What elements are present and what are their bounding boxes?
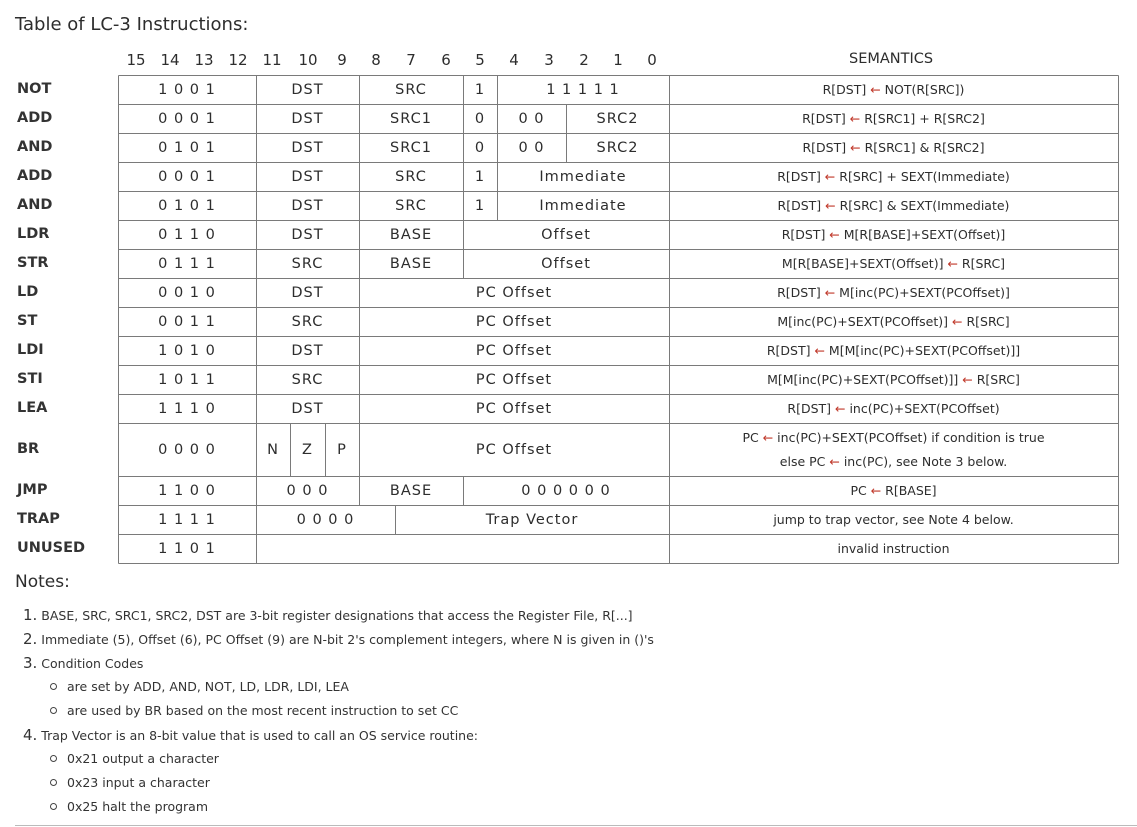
bit-number: 6 <box>441 51 451 69</box>
assign-arrow-icon: ← <box>829 226 840 242</box>
field-cell: SRC <box>395 81 427 98</box>
mnemonic-label: ADD <box>17 167 53 184</box>
field-cell: DST <box>291 139 324 156</box>
bullet-icon <box>50 683 57 690</box>
field-cell: 0 0 <box>518 139 545 156</box>
field-cell: P <box>337 441 347 458</box>
semantics-cell <box>669 505 1118 534</box>
semantics-text: M[R[BASE]+SEXT(Offset)] ← R[SRC] <box>781 255 1006 271</box>
bit-number: 13 <box>194 51 214 69</box>
field-cell: 0 0 0 0 <box>296 511 355 528</box>
note-text: Trap Vector is an 8-bit value that is used to call an OS service routine: <box>41 728 478 743</box>
field-cell: DST <box>291 342 324 359</box>
mnemonic-label: TRAP <box>17 510 60 527</box>
semantics-cell <box>669 133 1118 162</box>
opcode-cell: 1 0 0 1 <box>158 81 216 98</box>
notes-header: Notes: <box>15 572 70 592</box>
opcode-cell: 0 1 1 1 <box>158 255 216 272</box>
opcode-cell: 1 1 1 0 <box>158 400 216 417</box>
field-cell: DST <box>291 400 324 417</box>
field-cell: SRC <box>291 255 324 272</box>
assign-arrow-icon: ← <box>962 371 973 387</box>
note-text: BASE, SRC, SRC1, SRC2, DST are 3-bit register designations that access the Register File, R[...] <box>41 608 633 623</box>
semantics-text: M[M[inc(PC)+SEXT(PCOffset)]] ← R[SRC] <box>767 371 1020 387</box>
semantics-text: invalid instruction <box>837 540 950 556</box>
note-3 <box>23 654 143 672</box>
bit-number: 0 <box>647 51 657 69</box>
note-number: 2. <box>23 630 38 648</box>
bit-number: 10 <box>298 51 318 69</box>
field-cell: Offset <box>541 226 591 243</box>
semantics-text: R[DST] ← R[SRC1] + R[SRC2] <box>802 110 985 126</box>
field-cell: 0 0 0 0 0 0 <box>521 482 611 499</box>
note4-bullet-1 <box>50 751 219 766</box>
semantics-text: R[DST] ← M[R[BASE]+SEXT(Offset)] <box>781 226 1006 242</box>
assign-arrow-icon: ← <box>870 81 881 97</box>
semantics-text: jump to trap vector, see Note 4 below. <box>773 511 1014 527</box>
bit-number: 9 <box>337 51 347 69</box>
field-cell: SRC <box>291 371 324 388</box>
field-cell: DST <box>291 81 324 98</box>
mnemonic-label: LEA <box>17 399 48 416</box>
bit-number: 3 <box>544 51 554 69</box>
opcode-cell: 0 0 0 1 <box>158 168 216 185</box>
opcode-cell: 1 1 0 0 <box>158 482 216 499</box>
field-cell: PC Offset <box>475 284 553 301</box>
mnemonic-label: UNUSED <box>17 539 86 556</box>
field-cell: Immediate <box>539 168 627 185</box>
field-cell: DST <box>291 110 324 127</box>
bit-number: 12 <box>228 51 248 69</box>
opcode-cell: 0 1 0 1 <box>158 139 216 156</box>
note-text: Immediate (5), Offset (6), PC Offset (9) are N-bit 2's complement integers, where N is given in ()'s <box>41 632 654 647</box>
mnemonic-label: AND <box>17 138 53 155</box>
field-cell: 1 1 1 1 1 <box>546 81 620 98</box>
field-cell: 0 <box>474 110 486 127</box>
opcode-cell: 0 0 1 1 <box>158 313 216 330</box>
assign-arrow-icon: ← <box>824 168 836 184</box>
assign-arrow-icon: ← <box>824 284 836 300</box>
field-cell: BASE <box>389 226 433 243</box>
opcode-cell: 0 0 0 1 <box>158 110 216 127</box>
bullet-icon <box>50 755 57 762</box>
field-cell: DST <box>291 226 324 243</box>
bit-number: 2 <box>579 51 589 69</box>
field-cell: Trap Vector <box>485 511 579 528</box>
field-cell: N <box>267 441 279 458</box>
field-cell: DST <box>291 284 324 301</box>
opcode-cell: 0 1 1 0 <box>158 226 216 243</box>
note3-bullet-2 <box>50 703 458 718</box>
opcode-cell: 1 0 1 0 <box>158 342 216 359</box>
bit-number: 1 <box>613 51 623 69</box>
semantics-text: R[DST] ← R[SRC1] & R[SRC2] <box>802 139 985 155</box>
assign-arrow-icon: ← <box>952 313 963 329</box>
assign-arrow-icon: ← <box>829 453 840 469</box>
mnemonic-label: LD <box>17 283 39 300</box>
semantics-text: R[DST] ← NOT(R[SRC]) <box>822 81 965 97</box>
field-cell: SRC1 <box>390 110 432 127</box>
note-number: 4. <box>23 726 38 744</box>
assign-arrow-icon: ← <box>835 400 846 416</box>
note4-bullet-3 <box>50 799 208 814</box>
semantics-text: PC ← R[BASE] <box>850 482 937 498</box>
field-cell: PC Offset <box>475 313 553 330</box>
field-cell: 1 <box>474 197 486 214</box>
note-number: 1. <box>23 606 38 624</box>
field-cell: SRC2 <box>596 110 639 127</box>
bit-number: 11 <box>262 51 282 69</box>
semantics-cell <box>669 249 1118 278</box>
semantics-cell <box>669 220 1118 249</box>
bit-number: 14 <box>160 51 180 69</box>
opcode-cell: 1 1 0 1 <box>158 540 216 557</box>
semantics-cell <box>669 278 1118 307</box>
bullet-icon <box>50 707 57 714</box>
field-cell: 0 0 0 <box>286 482 329 499</box>
semantics-cell <box>669 476 1118 505</box>
assign-arrow-icon: ← <box>814 342 825 358</box>
semantics-cell <box>669 423 1118 476</box>
semantics-text: R[DST] ← R[SRC] & SEXT(Immediate) <box>777 197 1010 213</box>
field-cell: Z <box>302 441 313 458</box>
mnemonic-label: NOT <box>17 80 52 97</box>
semantics-text: M[inc(PC)+SEXT(PCOffset)] ← R[SRC] <box>777 313 1010 329</box>
bullet-text: 0x23 input a character <box>67 775 210 790</box>
semantics-text: R[DST] ← M[M[inc(PC)+SEXT(PCOffset)]] <box>766 342 1021 358</box>
field-cell: PC Offset <box>475 441 553 458</box>
semantics-cell <box>669 162 1118 191</box>
assign-arrow-icon: ← <box>762 429 774 445</box>
opcode-cell: 0 0 1 0 <box>158 284 216 301</box>
field-cell: SRC <box>395 197 427 214</box>
field-cell: SRC1 <box>390 139 432 156</box>
field-cell: BASE <box>389 482 433 499</box>
semantics-cell <box>669 336 1118 365</box>
field-cell: 1 <box>474 81 486 98</box>
mnemonic-label: ADD <box>17 109 53 126</box>
semantics-text: R[DST] ← inc(PC)+SEXT(PCOffset) <box>787 400 1000 416</box>
bullet-text: 0x21 output a character <box>67 751 219 766</box>
opcode-cell: 0 1 0 1 <box>158 197 216 214</box>
field-cell: 1 <box>474 168 486 185</box>
note-4 <box>23 726 478 744</box>
note-2 <box>23 630 654 648</box>
semantics-text: PC ← inc(PC)+SEXT(PCOffset) if condition is true <box>742 429 1045 445</box>
opcode-cell: 1 1 1 1 <box>158 511 216 528</box>
opcode-cell: 0 0 0 0 <box>158 441 216 458</box>
bit-number: 8 <box>371 51 381 69</box>
bit-number: 5 <box>475 51 485 69</box>
semantics-header: SEMANTICS <box>849 51 934 67</box>
bullet-icon <box>50 779 57 786</box>
mnemonic-label: STI <box>17 370 43 387</box>
field-cell: PC Offset <box>475 371 553 388</box>
semantics-cell <box>669 75 1118 104</box>
field-cell: SRC <box>291 313 324 330</box>
semantics-cell <box>669 104 1118 133</box>
field-cell: Immediate <box>539 197 627 214</box>
note-number: 3. <box>23 654 38 672</box>
mnemonic-label: STR <box>17 254 49 271</box>
field-cell: SRC2 <box>596 139 639 156</box>
field-cell: Offset <box>541 255 591 272</box>
bit-number: 4 <box>509 51 519 69</box>
field-cell: 0 <box>474 139 486 156</box>
field-cell: DST <box>291 168 324 185</box>
mnemonic-label: LDR <box>17 225 50 242</box>
mnemonic-label: ST <box>17 312 38 329</box>
assign-arrow-icon: ← <box>825 197 836 213</box>
assign-arrow-icon: ← <box>849 110 861 126</box>
assign-arrow-icon: ← <box>870 482 882 498</box>
mnemonic-label: JMP <box>17 481 48 498</box>
note-text: Condition Codes <box>41 656 144 671</box>
field-cell: DST <box>291 197 324 214</box>
field-cell: 0 0 <box>518 110 545 127</box>
note4-bullet-2 <box>50 775 210 790</box>
field-cell: BASE <box>389 255 433 272</box>
mnemonic-label: BR <box>17 440 40 457</box>
field-cell: PC Offset <box>475 342 553 359</box>
semantics-cell <box>669 191 1118 220</box>
field-cell: SRC <box>395 168 427 185</box>
bullet-icon <box>50 803 57 810</box>
bit-number: 15 <box>126 51 146 69</box>
bullet-text: are set by ADD, AND, NOT, LD, LDR, LDI, LEA <box>67 679 349 694</box>
mnemonic-label: LDI <box>17 341 44 358</box>
semantics-cell <box>669 365 1118 394</box>
semantics-cell <box>669 394 1118 423</box>
assign-arrow-icon: ← <box>947 255 958 271</box>
field-cell: PC Offset <box>475 400 553 417</box>
semantics-text: R[DST] ← R[SRC] + SEXT(Immediate) <box>777 168 1010 184</box>
page-title: Table of LC-3 Instructions: <box>15 14 249 35</box>
assign-arrow-icon: ← <box>850 139 861 155</box>
note-1 <box>23 606 633 624</box>
mnemonic-label: AND <box>17 196 53 213</box>
note3-bullet-1 <box>50 679 349 694</box>
semantics-cell <box>669 534 1118 563</box>
bullet-text: 0x25 halt the program <box>67 799 209 814</box>
bit-number: 7 <box>406 51 416 69</box>
opcode-cell: 1 0 1 1 <box>158 371 216 388</box>
bullet-text: are used by BR based on the most recent instruction to set CC <box>67 703 459 718</box>
bottom-divider <box>15 825 1137 826</box>
semantics-text: R[DST] ← M[inc(PC)+SEXT(PCOffset)] <box>777 284 1010 300</box>
semantics-text-line2: else PC ← inc(PC), see Note 3 below. <box>779 453 1008 469</box>
semantics-cell <box>669 307 1118 336</box>
